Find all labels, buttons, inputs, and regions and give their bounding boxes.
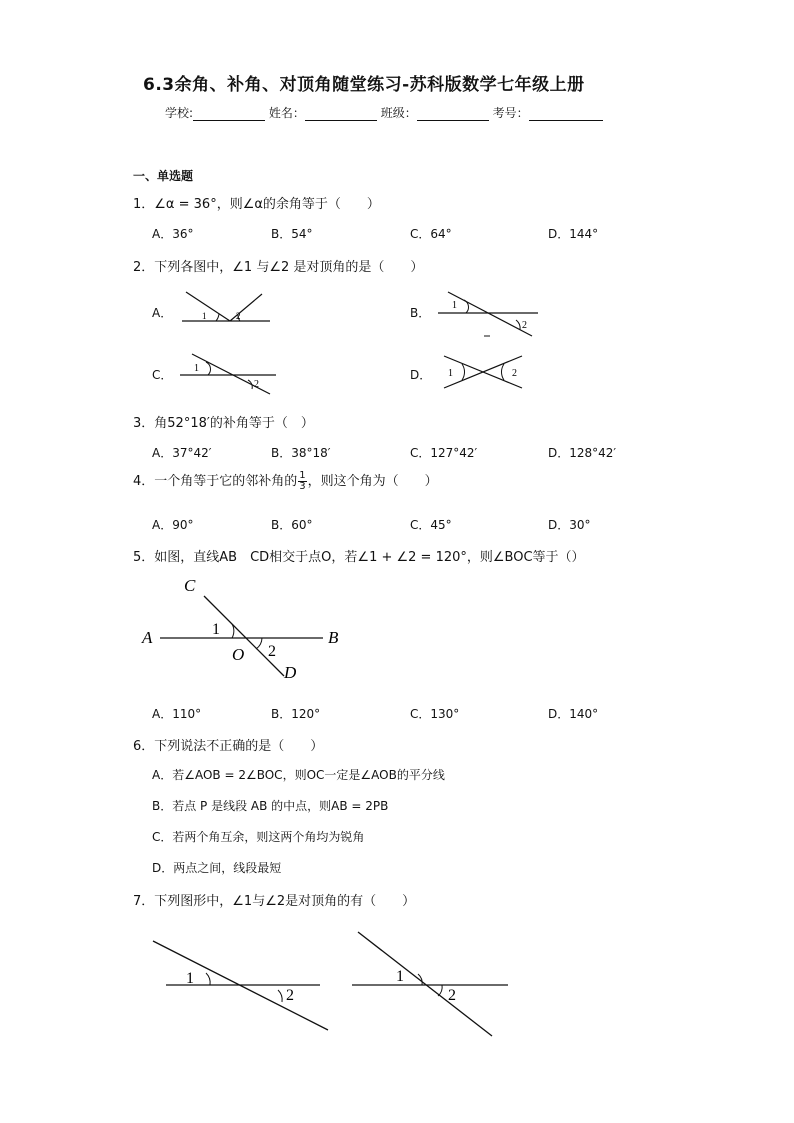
student-info-line: [165, 104, 603, 121]
q4-option-d[interactable]: D．30°: [548, 518, 591, 532]
question-1: [133, 193, 380, 212]
question-text: 如图，直线AB CD相交于点O，若∠1 + ∠2 = 120°，则∠BOC等于（）: [154, 550, 585, 565]
question-text: 下列图形中，∠1与∠2是对顶角的有（ ）: [154, 894, 416, 909]
angle-2-label: 2: [268, 643, 276, 660]
q2-option-b[interactable]: B．: [410, 306, 431, 320]
question-6: [133, 735, 323, 754]
question-7: [133, 890, 415, 909]
q6-option-b[interactable]: B．若点 P 是线段 AB 的中点，则AB = 2PB: [152, 799, 389, 813]
angle-1-label: 1: [396, 968, 404, 985]
q2-figure-d: [440, 352, 528, 394]
angle-1-label: 1: [202, 311, 207, 321]
question-text: 角52°18′的补角等于（ ）: [154, 416, 314, 431]
angle-1-label: 1: [186, 970, 194, 987]
question-number: 7．: [133, 894, 155, 909]
q2-option-a[interactable]: A．: [152, 306, 173, 320]
angle-1-label: 1: [448, 368, 453, 379]
q5-option-c[interactable]: C．130°: [410, 707, 460, 721]
q4-option-b[interactable]: B．60°: [271, 518, 313, 532]
q5-option-a[interactable]: A．110°: [152, 707, 202, 721]
question-number: 2．: [133, 260, 155, 275]
q1-option-d[interactable]: D．144°: [548, 227, 599, 241]
point-a-label: A: [142, 628, 153, 647]
question-number: 4．: [133, 474, 155, 489]
q3-option-d[interactable]: D．128°42′: [548, 446, 617, 460]
school-label: 学校:: [165, 106, 194, 120]
q5-figure: [138, 574, 350, 686]
q5-option-d[interactable]: D．140°: [548, 707, 599, 721]
name-label: 姓名：: [268, 106, 305, 120]
question-number: 1．: [133, 197, 155, 212]
section-heading: 一、单选题: [133, 169, 194, 183]
q2-figure-b: [436, 290, 542, 338]
number-blank[interactable]: [529, 108, 603, 121]
fraction: [298, 471, 306, 492]
angle-1-label: 1: [194, 363, 199, 374]
angle-1-label: 1: [452, 300, 457, 311]
question-text: 下列说法不正确的是（ ）: [154, 739, 324, 754]
angle-2-label: 2: [286, 987, 294, 1004]
q2-option-d[interactable]: D．: [410, 368, 432, 382]
angle-2-label: 2: [448, 987, 456, 1004]
q1-option-c[interactable]: C．64°: [410, 227, 452, 241]
q1-option-b[interactable]: B．54°: [271, 227, 313, 241]
question-text: ∠α = 36°，则∠α的余角等于（ ）: [154, 197, 380, 212]
class-blank[interactable]: [417, 108, 489, 121]
q3-option-a[interactable]: A．37°42′: [152, 446, 212, 460]
question-text-tail: ，则这个角为（ ）: [307, 474, 438, 489]
q7-figure-1: [150, 938, 332, 1033]
question-2: [133, 256, 423, 275]
point-o-label: O: [232, 645, 245, 664]
point-b-label: B: [328, 628, 339, 647]
number-label: 考号：: [492, 106, 529, 120]
point-d-label: D: [284, 663, 297, 682]
point-c-label: C: [184, 576, 196, 595]
angle-2-label: 2: [254, 379, 259, 390]
question-5: [133, 546, 585, 565]
angle-2-label: 2: [522, 320, 527, 331]
q3-option-b[interactable]: B．38°18′: [271, 446, 331, 460]
q4-option-a[interactable]: A．90°: [152, 518, 194, 532]
fraction-numerator: 1: [299, 470, 306, 481]
question-number: 6．: [133, 739, 155, 754]
q3-option-c[interactable]: C．127°42′: [410, 446, 478, 460]
question-text: 一个角等于它的邻补角的: [154, 474, 298, 489]
class-label: 班级：: [380, 106, 417, 120]
q4-option-c[interactable]: C．45°: [410, 518, 452, 532]
question-4: [133, 470, 438, 492]
angle-2-label: 2: [512, 368, 517, 379]
page-title: 6.3余角、补角、对顶角随堂练习-苏科版数学七年级上册: [143, 75, 585, 95]
question-text: 下列各图中，∠1 与∠2 是对顶角的是（ ）: [154, 260, 424, 275]
school-blank[interactable]: [193, 108, 265, 121]
fraction-denominator: 3: [299, 481, 306, 492]
q2-figure-a: [178, 288, 273, 328]
angle-2-label: 2: [236, 311, 241, 321]
question-number: 3．: [133, 416, 155, 431]
q6-option-a[interactable]: A．若∠AOB = 2∠BOC，则OC一定是∠AOB的平分线: [152, 768, 445, 782]
name-blank[interactable]: [305, 108, 377, 121]
q6-option-c[interactable]: C．若两个角互余，则这两个角均为锐角: [152, 830, 365, 844]
q6-option-d[interactable]: D．两点之间，线段最短: [152, 861, 282, 875]
q1-option-a[interactable]: A．36°: [152, 227, 194, 241]
q2-option-c[interactable]: C．: [152, 368, 173, 382]
q2-figure-c: [178, 352, 280, 397]
q5-option-b[interactable]: B．120°: [271, 707, 321, 721]
angle-1-label: 1: [212, 621, 220, 638]
question-number: 5．: [133, 550, 155, 565]
q7-figure-2: [350, 928, 512, 1040]
question-3: [133, 412, 314, 431]
